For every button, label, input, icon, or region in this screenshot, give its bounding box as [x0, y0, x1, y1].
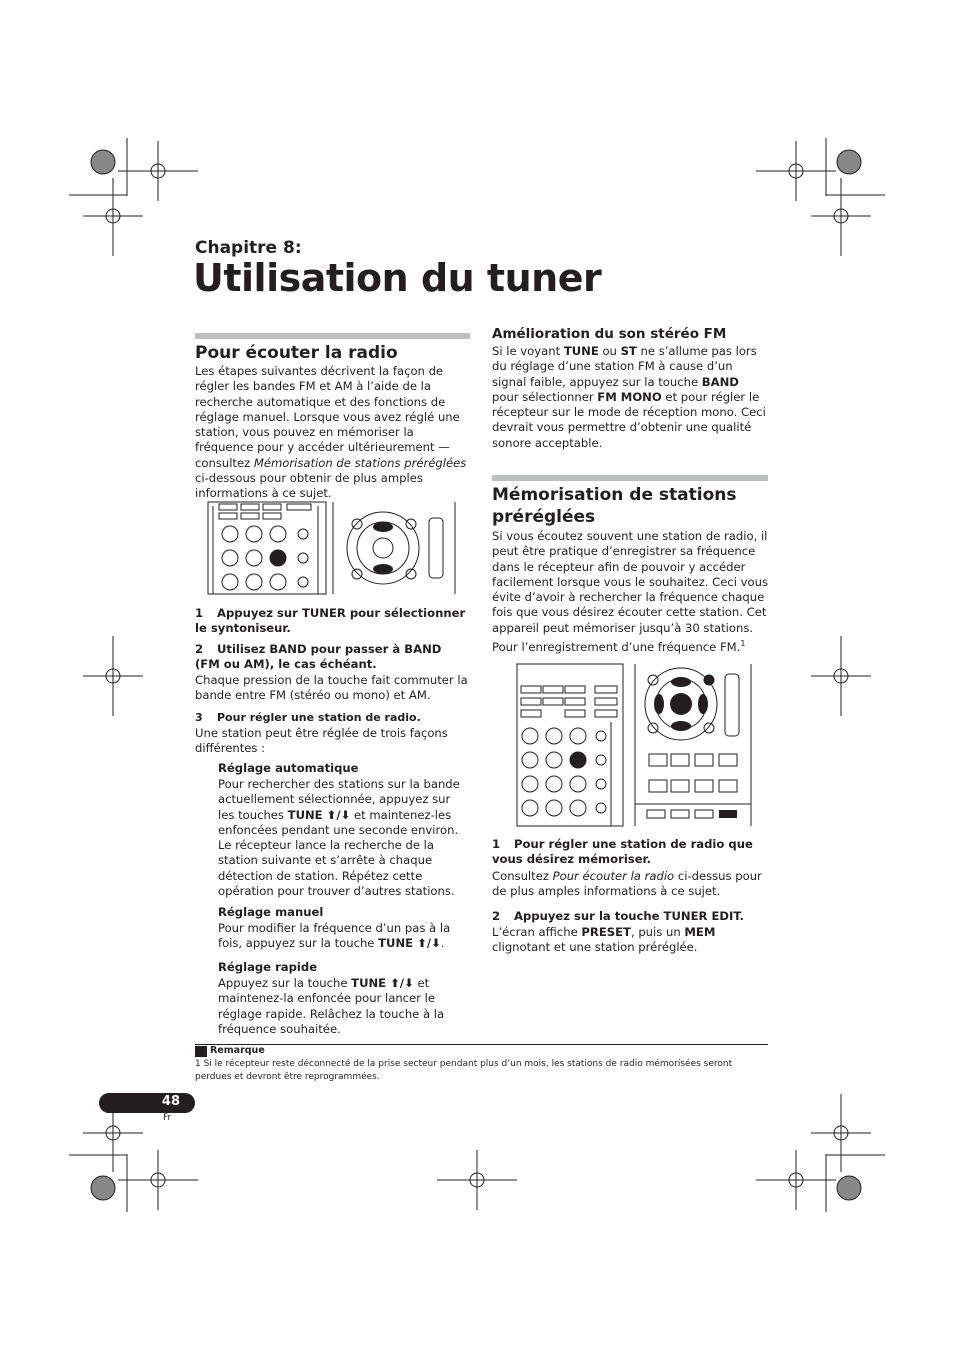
- quick-tune-title: Réglage rapide: [218, 960, 318, 974]
- fm-stereo-text: Si le voyant TUNE ou ST ne s’allume pas lors du réglage d’une station FM à cause d’un signal faible, appuyez sur la touche BAND pour sélectionner FM MONO et pour régler le récepteur sur le mode de réception mono. Ceci devrait vous permettre d’obtenir une qualité sonore acceptable.: [492, 344, 766, 450]
- section-heading-listen: Pour écouter la radio: [195, 343, 398, 363]
- intro-paragraph: Les étapes suivantes décrivent la façon de régler les bandes FM et AM à l’aide de la recherche automatique et des fonctions de réglage manuel. Lorsque vous avez réglé une station, vous pouvez en mémoriser la fréquence pour y accéder ultérieurement —consultez Mémorisation de stations préréglées ci-dessous pour obtenir de plus amples informations à ce sujet.: [195, 364, 467, 501]
- presets-text: Si vous écoutez souvent une station de radio, il peut être pratique d’enregistrer sa fréquence dans le récepteur afin de pouvoir y accéder facilement lorsque vous le souhaitez. Ceci vous évite d’avoir à rechercher la fréquence chaque fois que vous désirez écouter cette station. Cet appareil peut mémoriser jusqu’à 30 stations. Pour l’enregistrement d’une fréquence FM.$^1$: [492, 529, 768, 654]
- up-arrow-icon: ⬆: [390, 976, 400, 990]
- section-bar: [195, 333, 470, 339]
- section-heading-presets: Mémorisation de stations préréglées: [492, 485, 737, 527]
- fm-stereo-heading: Amélioration du son stéréo FM: [492, 326, 727, 342]
- page-title: Utilisation du tuner: [193, 256, 602, 300]
- remote-illustration-tuner-edit: [515, 660, 755, 828]
- intro-reference: Mémorisation de stations préréglées: [253, 455, 467, 470]
- auto-tune-title: Réglage automatique: [218, 761, 359, 775]
- preset-step-1: 1 Pour régler une station de radio que vous désirez mémoriser.: [492, 837, 753, 867]
- down-arrow-icon: ⬇: [340, 807, 351, 822]
- listen-reference: Pour écouter la radio: [552, 869, 675, 883]
- footnote: 1 Si le récepteur reste déconnecté de la prise secteur pendant plus d’un mois, les stations de radio mémorisées seront perdues et devront être reprogrammées.: [195, 1059, 733, 1082]
- preset-step-2-text: L’écran affiche PRESET, puis un MEM clignotant et une station préréglée.: [492, 925, 716, 955]
- down-arrow-icon: ⬇: [431, 936, 441, 951]
- step-3-text: Une station peut être réglée de trois façons différentes :: [195, 726, 448, 756]
- note-divider: [195, 1044, 768, 1045]
- step-3-tune: 3 Pour régler une station de radio.: [195, 711, 421, 724]
- up-arrow-icon: ⬆: [417, 936, 427, 951]
- remote-illustration-tuner: [205, 500, 457, 596]
- page-number: 48: [161, 1094, 180, 1109]
- language-code: Fr: [163, 1113, 172, 1123]
- auto-tune-text: Pour rechercher des stations sur la bande actuellement sélectionnée, appuyez sur les touches TUNE ⬆/⬇ et maintenez-les enfoncées pendant une seconde environ. Le récepteur lance la recherche de la station suivante et s’arrête à chaque détection de station. Répétez cette opération pour trouver d’autres stations.: [218, 777, 460, 899]
- preset-step-2: 2 Appuyez sur la touche TUNER EDIT.: [492, 909, 744, 923]
- down-arrow-icon: ⬇: [404, 976, 414, 990]
- preset-step-1-text: Consultez Pour écouter la radio ci-dessus pour de plus amples informations à ce sujet.: [492, 869, 762, 899]
- section-bar: [492, 475, 768, 481]
- note-title: Remarque: [210, 1045, 265, 1056]
- step-2-band: 2 Utilisez BAND pour passer à BAND (FM ou AM), le cas échéant.: [195, 642, 442, 672]
- step-2-text: Chaque pression de la touche fait commuter la bande entre FM (stéréo ou mono) et AM.: [195, 673, 468, 703]
- chapter-label: Chapitre 8:: [195, 238, 302, 258]
- step-1-tuner: 1 Appuyez sur TUNER pour sélectionner le syntoniseur.: [195, 606, 466, 636]
- quick-tune-text: Appuyez sur la touche TUNE ⬆/⬇ et maintenez-la enfoncée pour lancer le réglage rapide. Relâchez la touche à la fréquence souhaitée.: [218, 976, 445, 1036]
- manual-tune-title: Réglage manuel: [218, 905, 324, 919]
- pencil-icon: [195, 1046, 207, 1057]
- manual-tune-text: Pour modifier la fréquence d’un pas à la fois, appuyez sur la touche TUNE ⬆/⬇.: [218, 921, 451, 951]
- up-arrow-icon: ⬆: [326, 807, 337, 822]
